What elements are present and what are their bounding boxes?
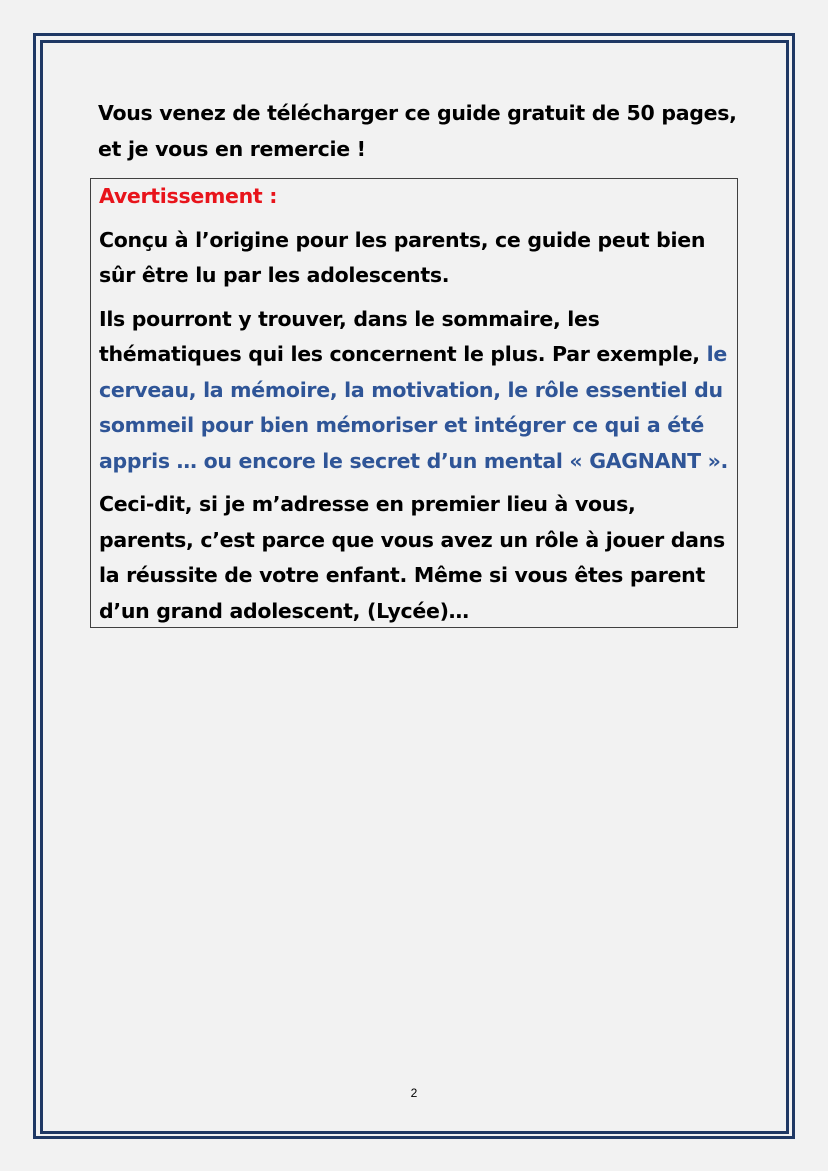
warning-paragraph-1: Conçu à l’origine pour les parents, ce guide peut bien sûr être lu par les adolescents. xyxy=(99,227,706,287)
warning-title: Avertissement : xyxy=(99,184,278,208)
intro-paragraph: Vous venez de télécharger ce guide gratuit de 50 pages, et je vous en remercie ! xyxy=(98,101,737,161)
warning-box xyxy=(90,178,738,628)
warning-paragraph-3: Ceci-dit, si je m’adresse en premier lieu à vous, parents, c’est parce que vous avez un rôle à jouer dans la réussite de votre enfant. Même si vous êtes parent d’un grand adolescent, (Lycée)… xyxy=(99,492,725,623)
page-number: 2 xyxy=(410,1086,418,1100)
document-body xyxy=(98,96,738,167)
warning-paragraph-2-highlight: le cerveau, la mémoire, la motivation, le rôle essentiel du sommeil pour bien mémoriser et intégrer ce qui a été appris … ou encore le secret d’un mental « GAGNANT ». xyxy=(99,342,729,473)
warning-paragraph-2-text: Ils pourront y trouver, dans le sommaire, les thématiques qui les concernent le plus. Par exemple, xyxy=(99,306,707,366)
warning-paragraph-2 xyxy=(99,302,729,480)
